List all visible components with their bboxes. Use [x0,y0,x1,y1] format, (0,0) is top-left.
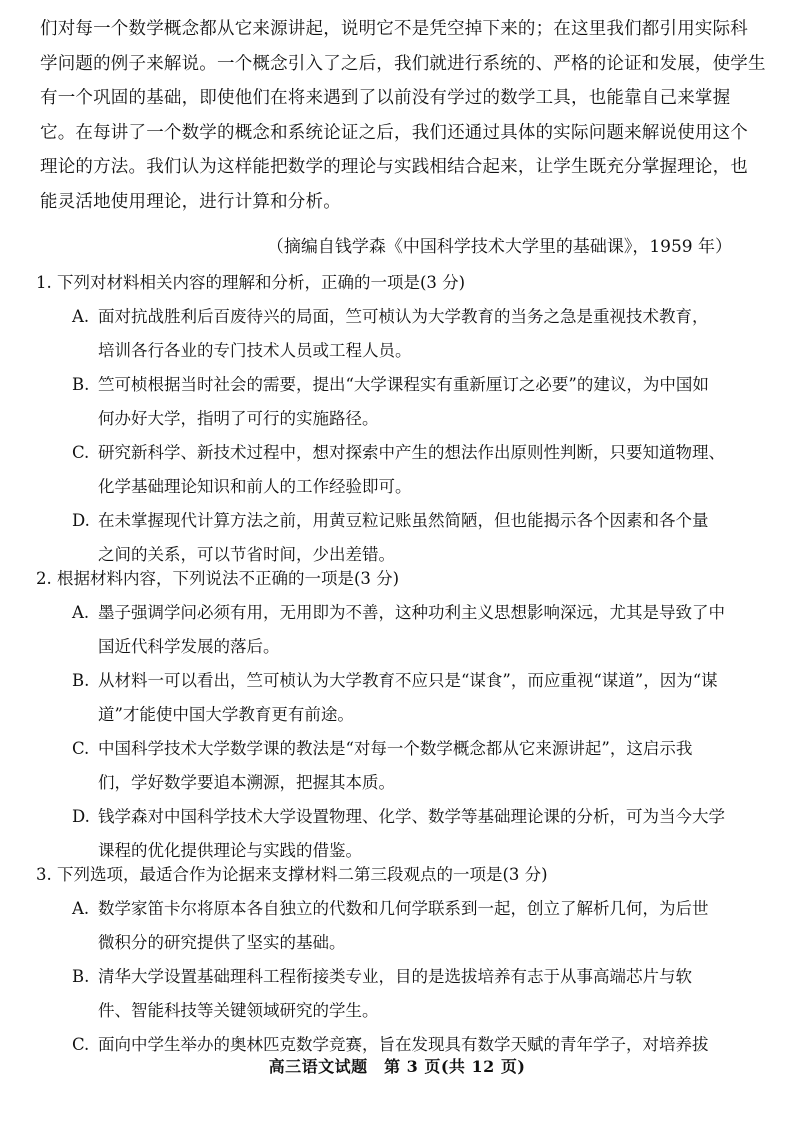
option-text: 微积分的研究提供了坚实的基础。 [98,933,346,952]
passage-line: 们对每一个数学概念都从它来源讲起，说明它不是凭空掉下来的；在这里我们都引用实际科 [40,19,748,39]
option-text: 钱学森对中国科学技术大学设置物理、化学、数学等基础理论课的分析，可为当今大学 [98,807,725,826]
question-stem: 3. 下列选项，最适合作为论据来支撑材料二第三段观点的一项是(3 分) [36,865,548,884]
option-text: 墨子强调学问必须有用，无用即为不善，这种功利主义思想影响深远，尤其是导致了中 [98,603,725,622]
option-text: 清华大学设置基础理科工程衔接类专业，目的是选拔培养有志于从事高端芯片与软 [98,967,692,986]
option-text: 道”才能使中国大学教育更有前途。 [98,705,354,724]
option-text: 们，学好数学要追本溯源，把握其本质。 [98,773,395,792]
question-stem: 2. 根据材料内容，下列说法不正确的一项是(3 分) [36,569,400,588]
option-text: 何办好大学，指明了可行的实施路径。 [98,409,379,428]
option-text: 件、智能科技等关键领域研究的学生。 [98,1001,379,1020]
option-text: 面向中学生举办的奥林匹克数学竞赛，旨在发现具有数学天赋的青年学子，对培养拔 [98,1035,709,1054]
option-a [72,596,766,664]
option-text: 化学基础理论知识和前人的工作经验即可。 [98,477,412,496]
option-label: B. [72,375,90,394]
passage-source: （摘编自钱学森《中国科学技术大学里的基础课》，1959 年） [266,237,732,257]
option-text: 国近代科学发展的落后。 [98,637,280,656]
page-footer: 高三语文试题 第 3 页(共 12 页) [268,1057,526,1076]
option-c [72,732,766,800]
passage-line: 理论的方法。我们认为这样能把数学的理论与实践相结合起来，让学生既充分掌握理论，也 [40,157,748,177]
passage-line: 能灵活地使用理论，进行计算和分析。 [40,191,341,212]
option-text: 面对抗战胜利后百废待兴的局面，竺可桢认为大学教育的当务之急是重视技术教育， [98,307,709,326]
option-b [72,664,766,732]
option-label: C. [72,443,90,462]
option-label: A. [72,307,90,326]
option-label: A. [72,603,90,622]
option-text: 之间的关系，可以节省时间，少出差错。 [98,545,395,564]
question-3 [36,858,766,1062]
option-label: C. [72,1035,90,1054]
option-label: A. [72,899,90,918]
option-label: B. [72,671,90,690]
option-text: 在未掌握现代计算方法之前，用黄豆粒记账虽然简陋，但也能揭示各个因素和各个量 [98,511,709,530]
passage-line: 它。在每讲了一个数学的概念和系统论证之后，我们还通过具体的实际问题来解说使用这个 [40,122,748,143]
question-1 [36,266,766,572]
passage-line: 学问题的例子来解说。一个概念引入了之后，我们就进行系统的、严格的论证和发展，使学生 [40,53,766,74]
option-text: 培训各行各业的专门技术人员或工程人员。 [98,341,412,360]
option-c [72,436,766,504]
option-text: 中国科学技术大学数学课的教法是“对每一个数学概念都从它来源讲起”，这启示我 [98,739,693,758]
option-label: D. [72,511,90,530]
option-text: 数学家笛卡尔将原本各自独立的代数和几何学联系到一起，创立了解析几何，为后世 [98,899,709,918]
option-text: 课程的优化提供理论与实践的借鉴。 [98,841,362,860]
question-stem: 1. 下列对材料相关内容的理解和分析，正确的一项是(3 分) [36,273,466,292]
option-a [72,300,766,368]
option-b [72,368,766,436]
option-label: B. [72,967,90,986]
passage-text [40,12,766,219]
option-label: C. [72,739,90,758]
passage-line: 有一个巩固的基础，即使他们在将来遇到了以前没有学过的数学工具，也能靠自己来掌握 [40,88,731,108]
option-b [72,960,766,1028]
option-label: D. [72,807,90,826]
question-2 [36,562,766,868]
option-a [72,892,766,960]
option-text: 竺可桢根据当时社会的需要，提出“大学课程实有重新厘订之必要”的建议，为中国如 [98,375,709,394]
option-text: 从材料一可以看出，竺可桢认为大学教育不应只是“谋食”，而应重视“谋道”，因为“谋 [98,671,718,690]
option-text: 研究新科学、新技术过程中，想对探索中产生的想法作出原则性判断，只要知道物理、 [98,443,725,462]
